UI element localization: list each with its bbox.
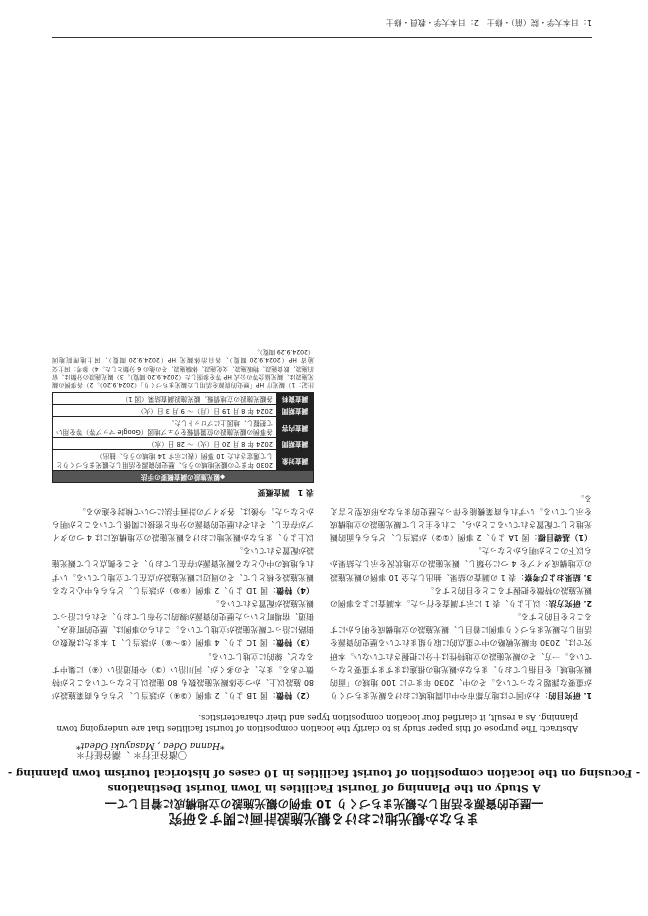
paragraph-result-3 <box>52 597 314 650</box>
table-caption: 表 1 調査概要 <box>257 487 314 497</box>
left-column <box>330 492 592 703</box>
heading-results: 3. 結果および考察 <box>524 572 592 582</box>
table-row-header: 調査期間 <box>277 405 314 417</box>
title-english-line1: A Study on the Planning of Tourist Facilities in Town Tourist Destinations <box>107 782 541 794</box>
table-row-value: 各観光施設の立地情報、観光施設調査結果（図 1） <box>53 393 277 405</box>
survey-table <box>52 393 314 484</box>
text-results: ：表 1 の調査の結果、抽出した全 10 事例の観光施設の立地構成タイプを 4 つに分類し、観光施設の立地状況を示した結果から以下のことが明らかとなった。 <box>330 546 592 582</box>
paragraph-result-4 <box>52 544 314 597</box>
table-row-value: 2030 年までの観光地域のうち、歴史的資源を活用した観光まちづくりとして選定された 10 事例（表に示す 14 地域のうち、抽出） <box>53 450 277 471</box>
paragraph-results <box>330 544 592 583</box>
table-row-header: 調査内容 <box>277 417 314 438</box>
heading-result-2: （2）特徴 <box>275 691 314 700</box>
table-row <box>53 438 314 450</box>
title-japanese: まちなか観光地における観光施設計画に関する研究 <box>168 810 480 826</box>
paragraph-method <box>330 584 592 610</box>
table-row-value: 2024 年 8 月 20 日（火）～ 28 日（水） <box>53 438 277 450</box>
heading-result-3: （3）特徴 <box>275 638 314 648</box>
table-row-header: 調査対象 <box>277 450 314 471</box>
text-result-4: ：図 1D より、2 事例（⑨⑩）が該当し、どちらも中心となる観光施設を核として、その周辺に観光施設が点在して立地している。いずれも地域の中心となる観光資源が存在しており、そこを拠点として観光施設が配置されている。 <box>52 546 314 595</box>
subtitle-japanese: ―歴史的資源を活用した観光まちづくり 10 事例の観光施設の立地構成に着目して― <box>105 797 543 811</box>
heading-result-1: （1）基礎目標 <box>537 533 592 543</box>
paragraph-result-2 <box>52 649 314 702</box>
paragraph-result-1 <box>330 492 592 545</box>
table-row-header: 調査期間 <box>277 438 314 450</box>
notes: 注記：1）観光庁 HP「歴史的資源を活用した観光まちづくり」（2024.9.20）。2）各事例の観光施設は、観光協会等の公式 HP 等を参照した（2024.9.20 閲覧）。3）観光施設の分類は、宿泊施設、飲食施設、物販施設、文化施設、体験施設、その他の 6 分類とした。4）参考：国土交通省 HP（2024.9.20 閲覧）、各自治体観光 HP（2024.9.20 閲覧）、国土地理院地図（2024.9.29 閲覧）。 <box>52 347 314 389</box>
text-purpose: ：わが国では地方都市や中山間地域における観光まちづくりが重要な課題となっている。その中、2030 年までに 100 地域の「面的観光地域」を目指しており、まちなか観光地の推進はますます重要となっている。一方、その観光施設の立地特性は十分に把握されていない。本研究では、2030 年観光戦略の中で重点的に取り組まれている歴史的資源を活用した観光まちづくり事例に着目し、観光施設の立地構成を明らかにすることを目的とする。 <box>330 612 592 700</box>
paragraph-conclusion: 以上より、まちなか観光地における観光施設の立地構成には 4 つのタイプが存在し、それぞれ歴史的資源の分布と密接に関係していることが明らかとなった。今後は、各タイプの計画手法について検討を進める。 <box>52 506 314 543</box>
table-row-value: 2024 年 8 月 19 日（月）～ 9 月 3 日（火） <box>53 405 277 417</box>
authors-english: *Hanna Odea , Masayuki Odeat* <box>76 740 225 750</box>
text-result-3: ：図 1C より、4 事例（⑤〜⑧）が該当し、1 本または複数の街路に沿って観光施設が立地している。これらの事例は、歴史的町並み、街道、宿場町といった歴史的資源が線的に分布しており、それらに沿って観光施設が配置されている。 <box>52 598 314 648</box>
paragraph-purpose <box>330 610 592 702</box>
abstract-text: Abstract: The purpose of this paper study is to clarify the location composition of tourist facilities that are undergoing town planning. As a result, it clarified four location composition types and their characteristics. <box>56 713 578 734</box>
text-method: ：以上より、表 1 に示す調査を行った。本調査による事例の観光施設の特徴を把握することを目的とする。 <box>330 585 592 608</box>
footer-rule <box>52 37 592 38</box>
right-column <box>52 346 314 702</box>
table-row <box>53 393 314 405</box>
table-row-header: 調査資料 <box>277 393 314 405</box>
heading-result-4: （4）特徴 <box>276 585 314 595</box>
table-section-header: ◆観光施設の調査概要の手法 <box>53 471 314 483</box>
text-result-2: ：図 1B より、2 事例（③④）が該当し、どちらも商業施設が 80 施設以上、かつ全体観光施設数も 80 施設以上となっていることが特徴である。また、その多くが、河川沿い（③）や街道沿い（④）に集中するなど、線的に立地している。 <box>52 651 314 700</box>
table-row <box>53 450 314 471</box>
table-row-value: 各事例の観光施設の位置情報をウェブ地図（Google マップ等）等を用いて把握し、地図上にプロットした。 <box>53 417 277 438</box>
heading-method: 2. 研究方法 <box>548 598 592 608</box>
authors-japanese: 〇濱谷正行＊ 、潮谷征行＊ <box>76 749 187 759</box>
text-result-1: ：図 1A より、2 事例（①②）が該当し、どちらも面的観光地として配置されていることから、これを主として観光施設の立地構成を示している。いずれも商業機能を伴った歴史的まちなみ形成型と言える。 <box>330 493 592 543</box>
footer-affiliations: 1：日本大学・院（前）・修士 2：日本大学・教員・修士 <box>385 18 592 27</box>
table-row <box>53 417 314 438</box>
title-english-line2: - Focusing on the location composition of tourist facilities in 10 cases of historical tourism town planning - <box>7 767 641 779</box>
heading-purpose: 1. 研究目的 <box>548 691 592 700</box>
table-row <box>53 405 314 417</box>
